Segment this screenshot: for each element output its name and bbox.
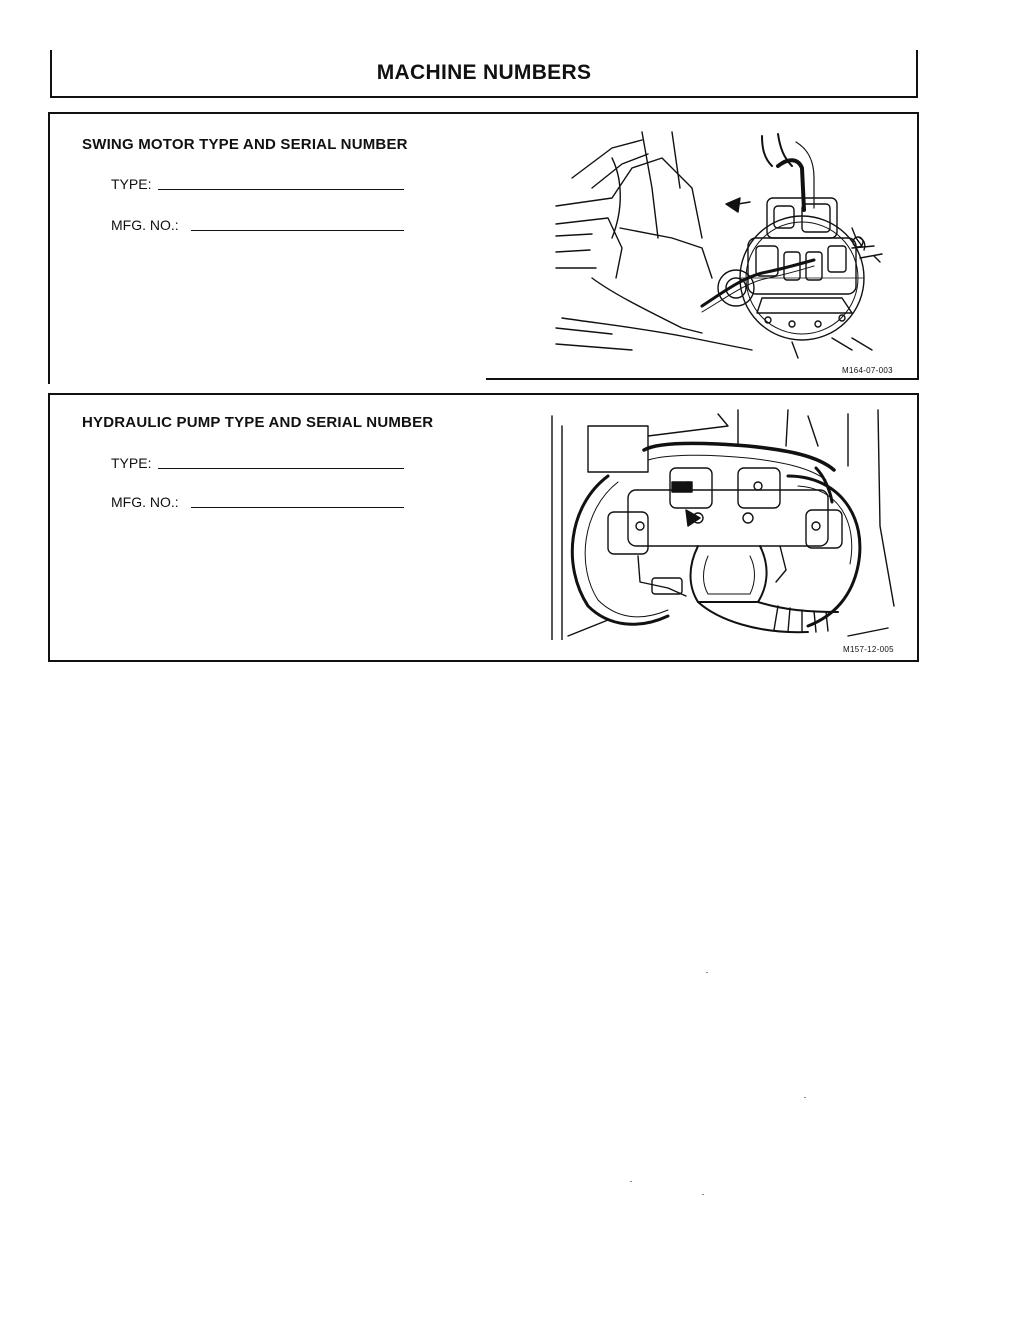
page-header [50,50,918,98]
hydraulic-pump-type-label: TYPE: [111,455,152,471]
swing-motor-illustration [552,128,912,360]
hydraulic-pump-illustration [548,406,908,640]
scan-speck [702,1194,704,1195]
section-divider-tick [48,378,50,384]
hydraulic-pump-type-field[interactable] [158,468,404,469]
swing-motor-type-label: TYPE: [111,176,152,192]
scan-speck [630,1181,632,1182]
swing-motor-type-field[interactable] [158,189,404,190]
page-title: MACHINE NUMBERS [376,61,592,84]
hydraulic-pump-figure-code: M157-12-005 [843,645,894,654]
swing-motor-section-title: SWING MOTOR TYPE AND SERIAL NUMBER [82,136,408,153]
hydraulic-pump-mfg-no-field[interactable] [191,507,404,508]
swing-motor-figure-code: M164-07-003 [842,366,893,375]
section-divider [486,378,919,380]
hydraulic-pump-mfg-no-label: MFG. NO.: [111,494,179,510]
scan-speck [706,972,708,973]
scan-speck [804,1097,806,1098]
hydraulic-pump-section-title: HYDRAULIC PUMP TYPE AND SERIAL NUMBER [82,414,434,431]
swing-motor-mfg-no-label: MFG. NO.: [111,217,179,233]
swing-motor-mfg-no-field[interactable] [191,230,404,231]
